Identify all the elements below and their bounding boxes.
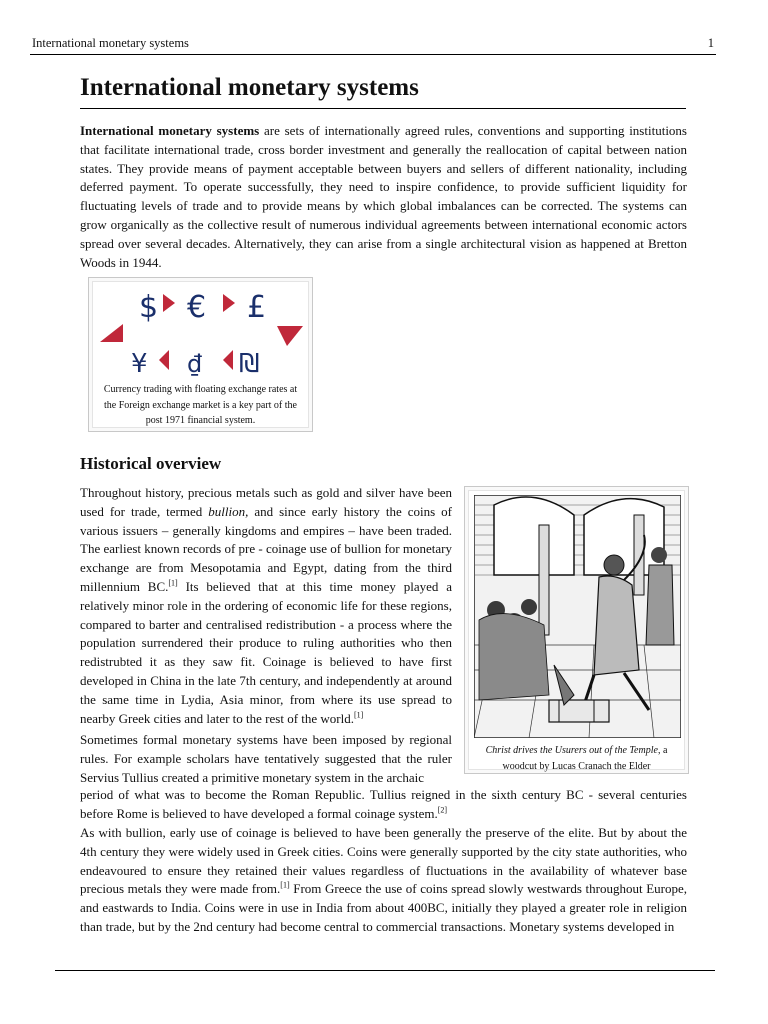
paragraph-text: Sometimes formal monetary systems have been imposed by regional rules. For example scholars have tentatively suggested that the ruler Servius Tullius created a primitive monetary system in the archaic bbox=[80, 732, 452, 785]
page-title: International monetary systems bbox=[80, 72, 686, 109]
currency-figure-caption: Currency trading with floating exchange rates at the Foreign exchange market is a key part of the post 1971 financial system. bbox=[103, 384, 298, 426]
paragraph-text: Its believed that at this time money played a relatively minor role in the ordering of economic life for these regions, compared to barter and centralised redistribution - a process where the population surrendered their produce to ruling authorities who then redistrubted it as they saw fit. Coinage is believed to have first developed in China in the late 7th century, and independently at around the same time in Lydia, Asia minor, from where its use spread to nearby Greek cities and later to the rest of the world. bbox=[80, 578, 452, 726]
paragraph-text: Throughout history, precious metals such as gold and silver have been used for trade, termed bbox=[80, 485, 452, 519]
running-title: International monetary systems bbox=[32, 36, 189, 50]
woodcut-image[interactable] bbox=[474, 495, 681, 738]
citation-link[interactable]: [1] bbox=[168, 578, 178, 588]
woodcut-figure bbox=[464, 486, 689, 774]
citation-link[interactable]: [1] bbox=[353, 710, 364, 720]
historical-paragraph-2-continued bbox=[80, 786, 687, 824]
arrow-right-icon bbox=[163, 294, 175, 312]
arrow-down-right-icon bbox=[277, 326, 303, 346]
historical-paragraph-2 bbox=[80, 731, 452, 787]
arrow-right-icon bbox=[223, 294, 235, 312]
intro-bold-term: International monetary systems bbox=[80, 123, 260, 138]
paragraph-text: As with bullion, early use of coinage is believed to have been generally the preserve of the elite. But by about the 4th century they were widely used in Greek cities. Coins were generally supported by the city state authorities, who endeavoured to ensure they retained their values regardless of fluctuations in the availability of whatever base precious metals they were made from. bbox=[80, 825, 687, 897]
intro-paragraph bbox=[80, 122, 687, 272]
currency-figure-frame bbox=[92, 281, 309, 428]
citation-link[interactable]: [1] bbox=[280, 881, 290, 891]
yen-symbol-icon: ¥ bbox=[131, 349, 148, 379]
caption-credit: , a woodcut by Lucas Cranach the Elder bbox=[502, 745, 668, 772]
paragraph-text: and since early history the coins of various issuers – generally kingdoms and empires – have been traded. The earliest known records of pre - coinage use of bullion for monetary exchange are from Mesopotamia and Egypt, dating from the third millennium BC. bbox=[80, 503, 452, 594]
historical-paragraph-1 bbox=[80, 484, 452, 728]
historical-paragraph-3 bbox=[80, 824, 687, 937]
paragraph-text: period of what was to become the Roman Republic. Tullius reigned in the sixth century BC - several centuries before Rome is believed to have developed a formal coinage system. bbox=[80, 787, 687, 821]
caption-title: Christ drives the Usurers out of the Temple bbox=[485, 745, 658, 756]
page-number: 1 bbox=[707, 36, 714, 50]
woodcut-figure-caption bbox=[475, 743, 678, 774]
arrow-left-icon bbox=[223, 350, 233, 370]
paragraph-text: From Greece the use of coins spread slowly westwards throughout Europe, and eastwards to India. Coins were in use in India from about 400BC, initially they played a greater role in religion than trade, but by the 2nd century had become central to commercial transactions. Monetary systems developed in bbox=[80, 881, 687, 934]
intro-text: are sets of internationally agreed rules, conventions and supporting institutions that facilitate international trade, cross border investment and generally the reallocation of capital between nation states. They provide means of payment acceptable between buyers and sellers of different nationality, including deferred payment. To operate successfully, they need to inspire confidence, to provide sufficient liquidity for fluctuating levels of trade and to provide means by which global imbalances can be corrected. The systems can grow organically as the collective result of numerous individual agreements between international economic actors spread over several decades. Alternatively, they can arise from a single architectural vision as happened at Bretton Woods in 1944. bbox=[80, 123, 687, 270]
shekel-symbol-icon: ₪ bbox=[239, 349, 260, 379]
dollar-symbol-icon: $ bbox=[139, 290, 159, 325]
dong-symbol-icon: ₫ bbox=[187, 350, 203, 378]
footer-divider bbox=[55, 970, 715, 971]
currency-symbols-image[interactable] bbox=[97, 284, 306, 379]
euro-symbol-icon: € bbox=[187, 290, 207, 325]
arrow-up-left-icon bbox=[100, 324, 123, 342]
pound-symbol-icon: £ bbox=[247, 290, 267, 325]
citation-link[interactable]: [2] bbox=[437, 805, 448, 815]
woodcut-figure-frame bbox=[468, 490, 685, 770]
arrow-left-icon bbox=[159, 350, 169, 370]
term-bullion: bullion, bbox=[208, 503, 249, 519]
section-heading-historical: Historical overview bbox=[80, 454, 222, 473]
running-header bbox=[30, 36, 716, 55]
currency-figure bbox=[88, 277, 313, 432]
